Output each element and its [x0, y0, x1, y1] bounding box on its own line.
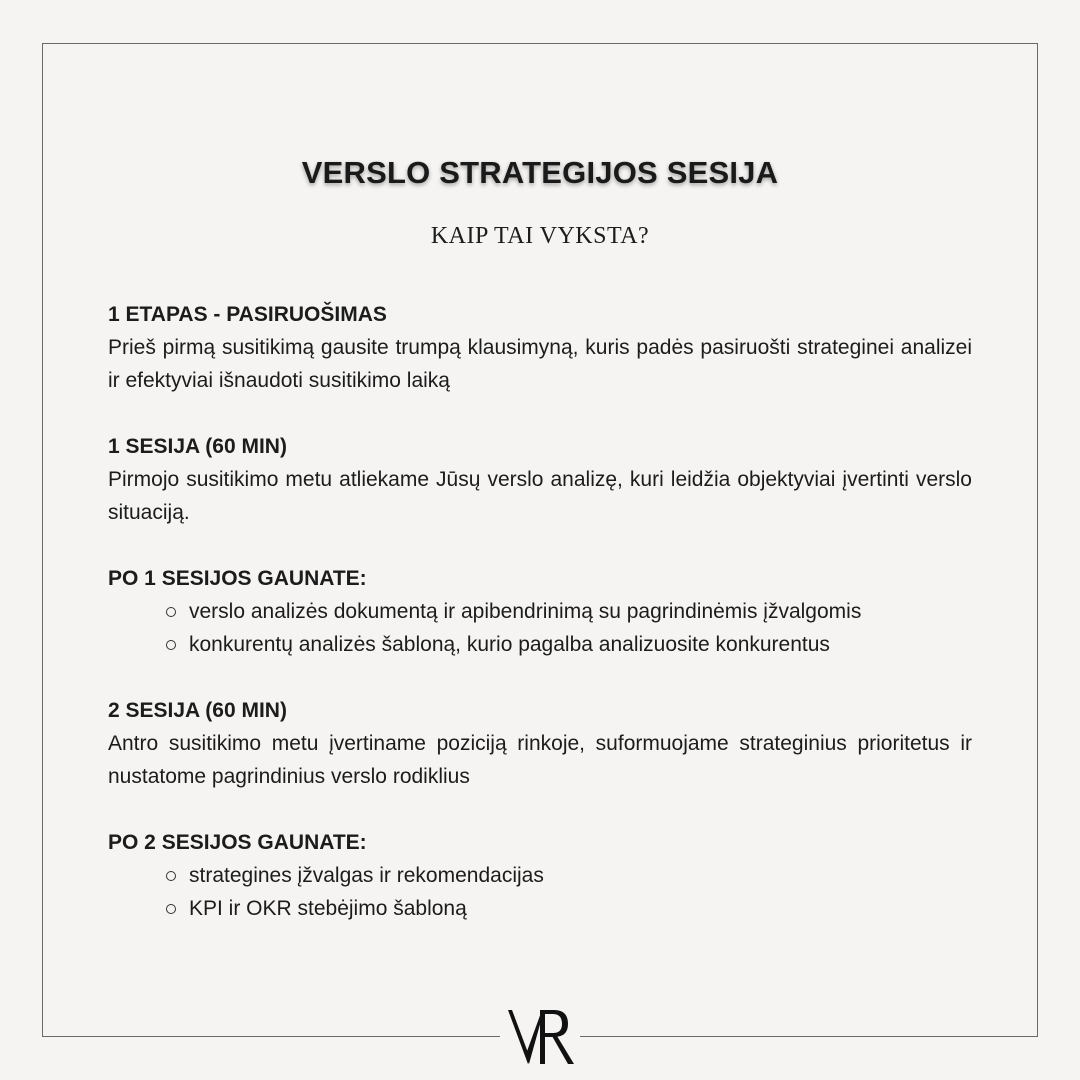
- list-item-text: konkurentų analizės šabloną, kurio pagalba analizuosite konkurentus: [189, 633, 830, 656]
- section-heading: 1 SESIJA (60 MIN): [108, 435, 287, 458]
- footer-divider-left: [42, 1036, 476, 1037]
- list-item-text: strategines įžvalgas ir rekomendacijas: [189, 864, 544, 887]
- section-after-session-2: [108, 826, 972, 925]
- content-body: [108, 298, 972, 958]
- list-item: [166, 892, 972, 925]
- list-item: [166, 595, 972, 628]
- section-heading: 1 ETAPAS - PASIRUOŠIMAS: [108, 303, 387, 326]
- page-title: VERSLO STRATEGIJOS SESIJA: [301, 155, 779, 190]
- section-text: Prieš pirmą susitikimą gausite trumpą klausimyną, kuris padės pasiruošti strateginei analizei ir efektyviai išnaudoti susitikimo laiką: [108, 336, 972, 392]
- section-session-1: [108, 430, 972, 529]
- section-heading: 2 SESIJA (60 MIN): [108, 699, 287, 722]
- list-item: [166, 859, 972, 892]
- section-after-session-1: [108, 562, 972, 661]
- list-item-text: KPI ir OKR stebėjimo šabloną: [189, 897, 467, 920]
- section-text: Antro susitikimo metu įvertiname poziciją rinkoje, suformuojame strateginius prioritetus ir nustatome pagrindinius verslo rodiklius: [108, 732, 972, 788]
- bullet-list: [108, 595, 972, 661]
- circle-bullet-icon: [166, 640, 176, 650]
- section-heading: PO 1 SESIJOS GAUNATE:: [108, 567, 367, 590]
- vr-monogram-logo: [500, 1002, 580, 1068]
- section-preparation: [108, 298, 972, 397]
- circle-bullet-icon: [166, 607, 176, 617]
- circle-bullet-icon: [166, 904, 176, 914]
- footer-divider-right: [604, 1036, 1038, 1037]
- list-item-text: verslo analizės dokumentą ir apibendrinimą su pagrindinėmis įžvalgomis: [189, 600, 862, 623]
- page-subtitle: KAIP TAI VYKSTA?: [430, 223, 650, 249]
- circle-bullet-icon: [166, 871, 176, 881]
- section-text: Pirmojo susitikimo metu atliekame Jūsų verslo analizę, kuri leidžia objektyviai įvertinti verslo situaciją.: [108, 468, 972, 524]
- list-item: [166, 628, 972, 661]
- section-session-2: [108, 694, 972, 793]
- bullet-list: [108, 859, 972, 925]
- section-heading: PO 2 SESIJOS GAUNATE:: [108, 831, 367, 854]
